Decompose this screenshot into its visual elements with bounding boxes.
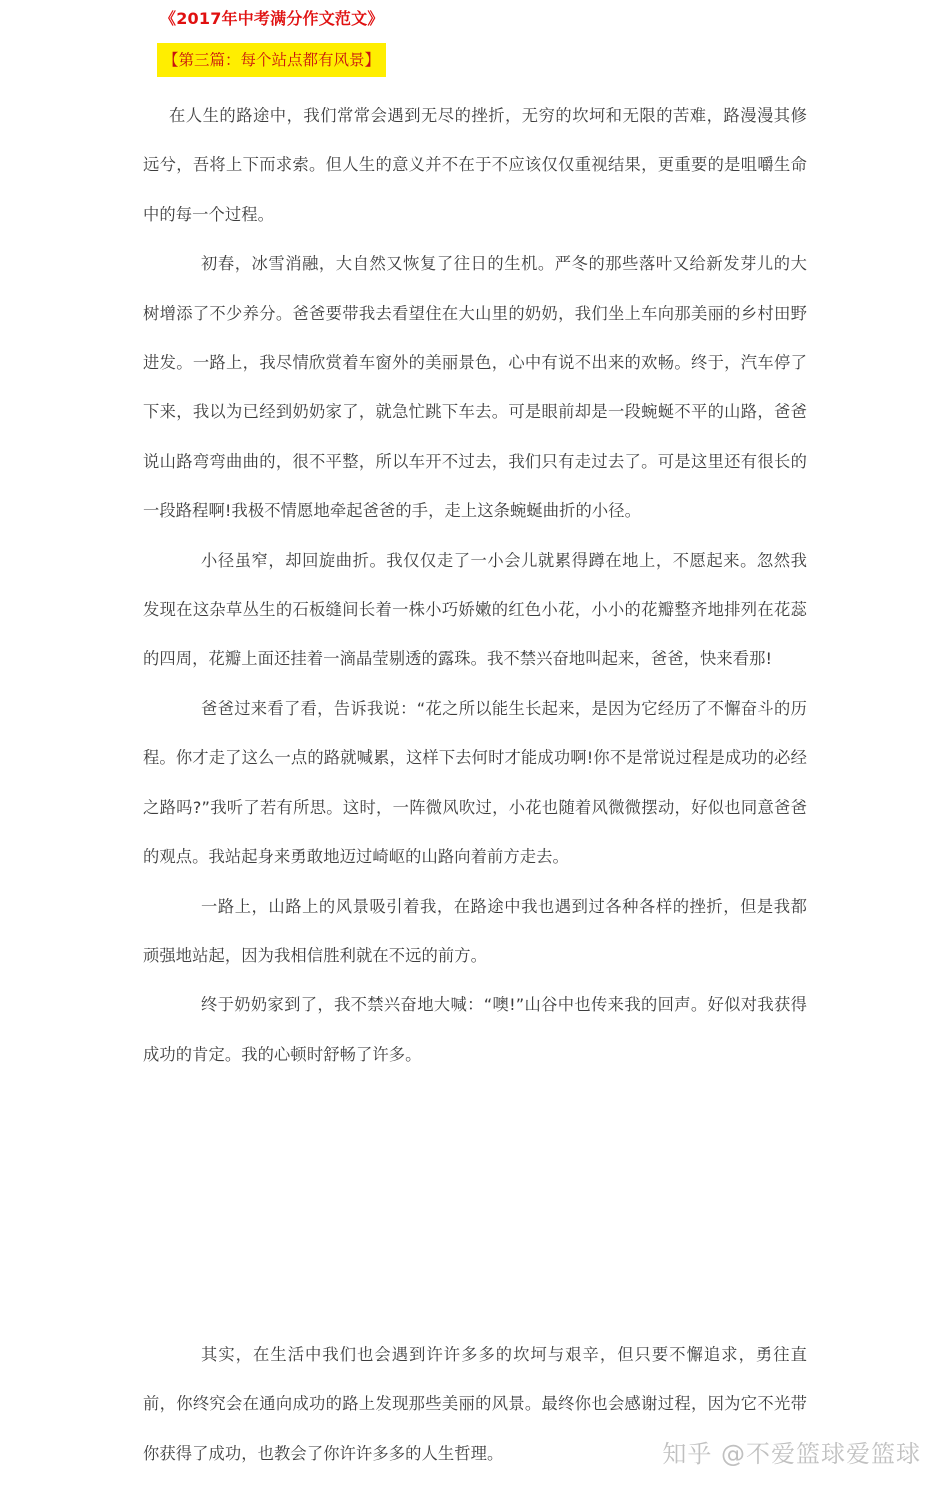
- paragraph-1: 在人生的路途中，我们常常会遇到无尽的挫折，无穷的坎坷和无限的苦难，路漫漫其修远兮，吾将上下而求索。但人生的意义并不在于不应该仅仅重视结果，更重要的是咀嚼生命中的每一个过程。: [143, 106, 807, 224]
- section-heading: 【第三篇：每个站点都有风景】: [157, 43, 386, 77]
- paragraph-5: 一路上，山路上的风景吸引着我，在路途中我也遇到过各种各样的挫折，但是我都顽强地站起，因为我相信胜利就在不远的前方。: [143, 896, 807, 965]
- paragraph-2: 初春，冰雪消融，大自然又恢复了往日的生机。严冬的那些落叶又给新发芽儿的大树增添了不少养分。爸爸要带我去看望住在大山里的奶奶，我们坐上车向那美丽的乡村田野进发。一路上，我尽情欣赏着车窗外的美丽景色，心中有说不出来的欢畅。终于，汽车停了下来，我以为已经到奶奶家了，就急忙跳下车去。可是眼前却是一段蜿蜒不平的山路，爸爸说山路弯弯曲曲的，很不平整，所以车开不过去，我们只有走过去了。可是这里还有很长的一段路程啊!我极不情愿地牵起爸爸的手，走上这条蜿蜒曲折的小径。: [143, 254, 807, 521]
- paragraph-6: 终于奶奶家到了，我不禁兴奋地大喊：“噢!”山谷中也传来我的回声。好似对我获得成功的肯定。我的心顿时舒畅了许多。: [143, 995, 807, 1064]
- paragraph-3: 小径虽窄，却回旋曲折。我仅仅走了一小会儿就累得蹲在地上，不愿起来。忽然我发现在这杂草丛生的石板缝间长着一株小巧娇嫩的红色小花，小小的花瓣整齐地排列在花蕊的四周，花瓣上面还挂着一滴晶莹剔透的露珠。我不禁兴奋地叫起来，爸爸，快来看那!: [143, 550, 807, 669]
- closing-paragraph: 其实，在生活中我们也会遇到许许多多的坎坷与艰辛，但只要不懈追求，勇往直前，你终究会在通向成功的路上发现那些美丽的风景。最终你也会感谢过程，因为它不光带你获得了成功，也教会了你许许多多的人生哲理。: [143, 1345, 807, 1463]
- paragraph-4: 爸爸过来看了看，告诉我说：“花之所以能生长起来，是因为它经历了不懈奋斗的历程。你才走了这么一点的路就喊累，这样下去何时才能成功啊!你不是常说过程是成功的必经之路吗?”我听了若有所思。这时，一阵微风吹过，小花也随着风微微摆动，好似也同意爸爸的观点。我站起身来勇敢地迈过崎岖的山路向着前方走去。: [143, 698, 807, 867]
- document-title: 《2017年中考满分作文范文》: [160, 9, 384, 28]
- zhihu-watermark: 知乎 @不爱篮球爱篮球: [662, 1440, 921, 1468]
- essay-body: [143, 91, 807, 1079]
